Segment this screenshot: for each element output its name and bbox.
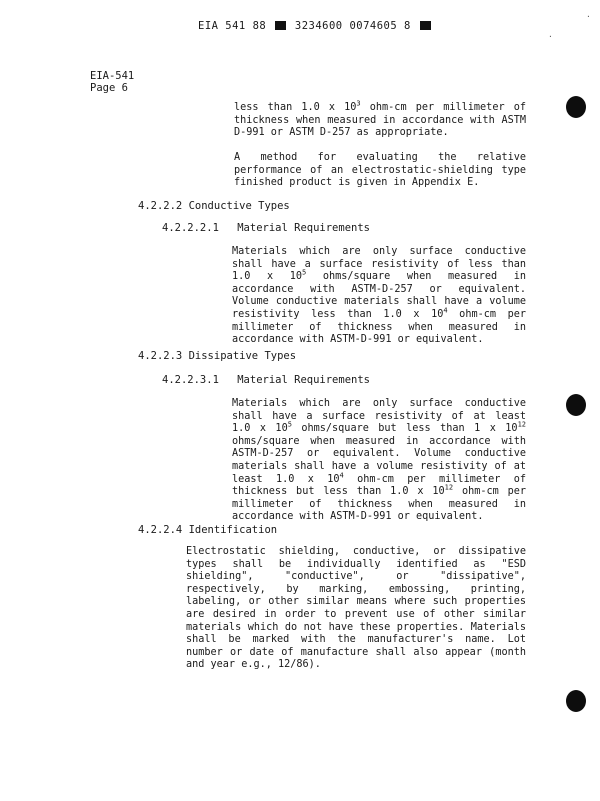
para-text: A method for evaluating the relative performance of an electrostatic-shielding type finished product is given in Appendix E. xyxy=(234,152,526,189)
scan-speck-2: · xyxy=(586,12,591,21)
exponent: 4 xyxy=(443,306,448,315)
paragraph-continuation xyxy=(234,99,526,140)
section-title: Material Requirements xyxy=(237,222,370,234)
paragraph-dissipative-requirements xyxy=(232,398,526,524)
section-number: 4.2.2.2 xyxy=(138,200,183,212)
section-number: 4.2.2.3 xyxy=(138,350,183,362)
para-text: less than 1.0 x 10 xyxy=(234,102,357,113)
section-title: Conductive Types xyxy=(188,200,290,212)
paragraph-appendix-note xyxy=(234,152,526,190)
exponent: 4 xyxy=(339,471,344,480)
section-number: 4.2.2.3.1 xyxy=(162,374,219,386)
exponent: 5 xyxy=(302,268,307,277)
exponent: 12 xyxy=(444,483,454,492)
header-number: 3234600 0074605 8 xyxy=(294,20,411,32)
section-heading-dissipative xyxy=(138,350,296,362)
scan-speck: · xyxy=(548,32,553,41)
para-text: Electrostatic shielding, conductive, or dissipative types shall be individually identified as "ESD shielding", "conductive", or "dissipative", respectively, by marking, embossing, printing, labeling, or other similar means where such properties are desired in order to prevent use of other similar materials which do not have these properties. Materials shall be marked with the manufacturer's name. Lot number or date of manufacture shall also appear (month and year e.g., 12/86). xyxy=(186,546,526,671)
doc-id: EIA-541 xyxy=(90,70,135,82)
section-heading-conductive xyxy=(138,200,290,212)
paragraph-identification xyxy=(186,546,526,672)
para-text: ohm-cm per millimeter of thickness when measured in accordance with ASTM D-991 or ASTM D-257 as appropriate. xyxy=(234,102,526,139)
punch-hole-middle xyxy=(566,394,586,416)
para-text: Materials which are only surface conductive shall have a surface resistivity of at least 1.0 x 10 xyxy=(232,398,526,435)
header-block-mark xyxy=(275,21,286,30)
section-title: Material Requirements xyxy=(237,374,370,386)
document-header xyxy=(198,20,433,32)
section-title: Identification xyxy=(188,524,278,536)
para-text: ohm-cm per millimeter of thickness when measured in accordance with ASTM-D-991 or equivalent. xyxy=(232,308,526,346)
para-text: ohms/square when measured in accordance with ASTM-D-257 or equivalent. Volume conductive materials shall have a volume resistivity less than 1.0 x 10 xyxy=(232,271,526,320)
section-heading-identification xyxy=(138,524,277,536)
section-number: 4.2.2.4 xyxy=(138,524,183,536)
para-text: ohm-cm per millimeter of thickness when measured in accordance with ASTM-D-991 or equivalent. xyxy=(232,486,526,523)
para-text: ohm-cm per millimeter of thickness but less than 1.0 x 10 xyxy=(232,473,526,498)
paragraph-conductive-requirements xyxy=(232,246,526,347)
doc-id-block xyxy=(90,70,134,94)
header-block-mark-2 xyxy=(420,21,431,30)
exponent: 3 xyxy=(356,99,361,108)
para-text: ohms/square when measured in accordance with ASTM-D-257 or equivalent. Volume conductive materials shall have a volume resistivity of at least 1.0 x 10 xyxy=(232,435,526,485)
punch-hole-bottom xyxy=(566,690,586,712)
header-code: EIA 541 88 xyxy=(198,20,267,32)
section-number: 4.2.2.2.1 xyxy=(162,222,219,234)
punch-hole-top xyxy=(566,96,586,118)
para-text: ohms/square but less than 1 x 10 xyxy=(291,423,518,435)
exponent: 12 xyxy=(517,420,526,429)
page-number: Page 6 xyxy=(90,82,128,94)
subsection-heading-conductive-material xyxy=(162,222,370,234)
exponent: 5 xyxy=(287,420,292,429)
section-title: Dissipative Types xyxy=(188,350,297,362)
para-text: Materials which are only surface conductive shall have a surface resistivity of less than 1.0 x 10 xyxy=(232,246,526,283)
subsection-heading-dissipative-material xyxy=(162,374,370,386)
